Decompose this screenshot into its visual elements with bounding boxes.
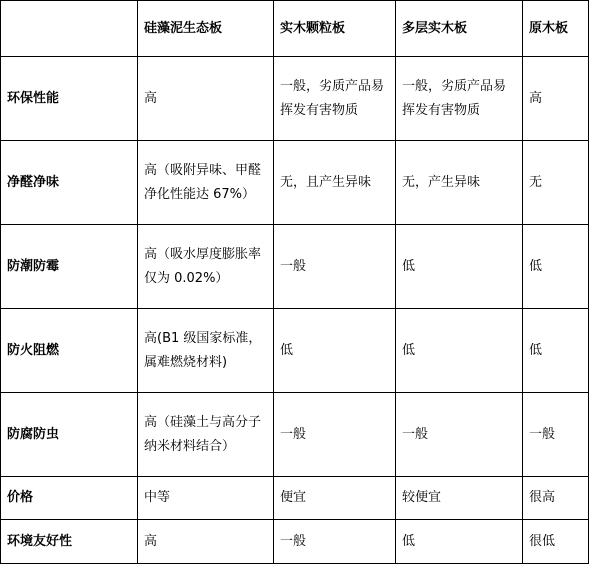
table-cell: 高: [138, 57, 274, 141]
row-label: 价格: [1, 477, 138, 520]
table-cell: 无: [523, 141, 589, 225]
table-cell: 低: [396, 520, 523, 564]
table-row: [1, 477, 589, 520]
header-diatom-board: 硅藻泥生态板: [138, 1, 274, 57]
table-cell: 很高: [523, 477, 589, 520]
row-label: 环保性能: [1, 57, 138, 141]
table-cell: 低: [396, 309, 523, 393]
table-cell: 低: [274, 309, 396, 393]
table-cell: 中等: [138, 477, 274, 520]
table-cell: 高（吸附异味、甲醛净化性能达 67%）: [138, 141, 274, 225]
header-multilayer-board: 多层实木板: [396, 1, 523, 57]
row-label: 环境友好性: [1, 520, 138, 564]
table-cell: 高（吸水厚度膨胀率仅为 0.02%）: [138, 225, 274, 309]
table-row: [1, 520, 589, 564]
table-header-row: [1, 1, 589, 57]
table-row: [1, 393, 589, 477]
table-cell: 高(B1 级国家标准，属难燃烧材料): [138, 309, 274, 393]
table-cell: 一般: [396, 393, 523, 477]
table-cell: 很低: [523, 520, 589, 564]
table-cell: 低: [396, 225, 523, 309]
table-cell: 一般: [274, 393, 396, 477]
header-solid-wood-board: 原木板: [523, 1, 589, 57]
table-cell: 无，且产生异味: [274, 141, 396, 225]
table-cell: 高（硅藻土与高分子纳米材料结合）: [138, 393, 274, 477]
table-row: [1, 309, 589, 393]
row-label: 防腐防虫: [1, 393, 138, 477]
table-row: [1, 225, 589, 309]
table-cell: 一般，劣质产品易挥发有害物质: [274, 57, 396, 141]
table-cell: 一般: [274, 225, 396, 309]
table-cell: 低: [523, 309, 589, 393]
header-corner-cell: [1, 1, 138, 57]
table-cell: 一般，劣质产品易挥发有害物质: [396, 57, 523, 141]
table-cell: 一般: [274, 520, 396, 564]
header-particle-board: 实木颗粒板: [274, 1, 396, 57]
table-row: [1, 57, 589, 141]
table-cell: 无，产生异味: [396, 141, 523, 225]
table-cell: 一般: [523, 393, 589, 477]
table-cell: 低: [523, 225, 589, 309]
table-cell: 便宜: [274, 477, 396, 520]
table-row: [1, 141, 589, 225]
table-cell: 高: [523, 57, 589, 141]
table-cell: 较便宜: [396, 477, 523, 520]
table-cell: 高: [138, 520, 274, 564]
row-label: 防潮防霉: [1, 225, 138, 309]
row-label: 净醛净味: [1, 141, 138, 225]
row-label: 防火阻燃: [1, 309, 138, 393]
